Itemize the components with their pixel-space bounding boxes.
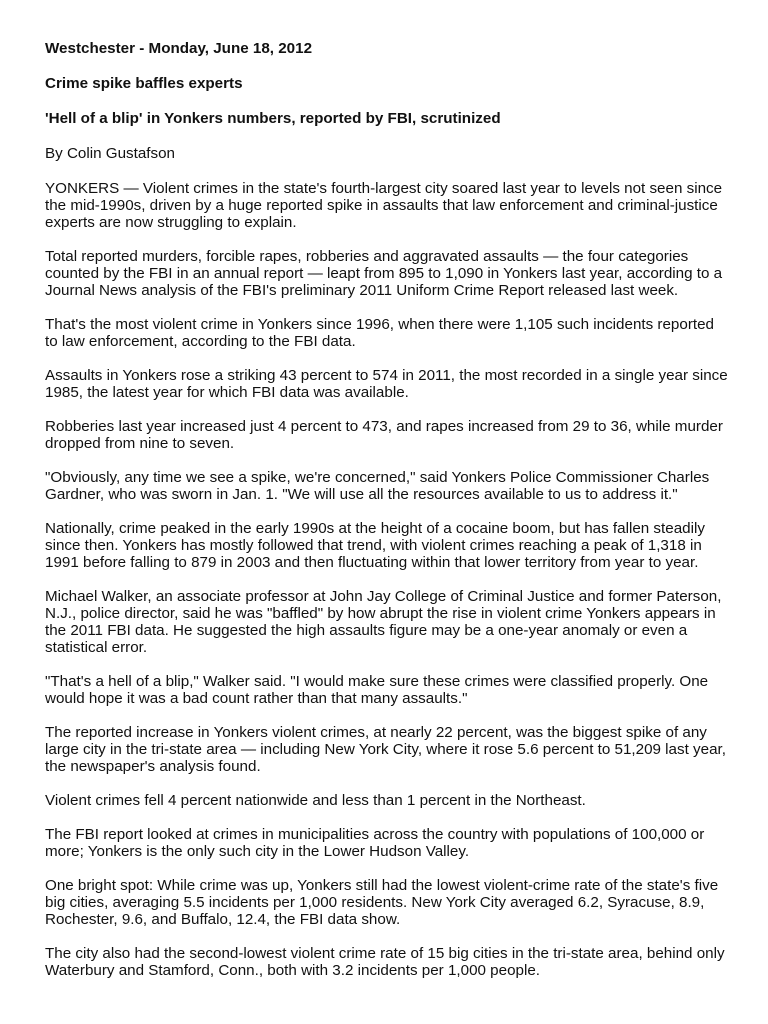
article-paragraph: Nationally, crime peaked in the early 1990s at the height of a cocaine boom, but has fallen steadily since then. Yonkers has mostly followed that trend, with violent crimes reaching a peak of 1,318 in 1991 before falling to 879 in 2003 and then fluctuating within that lower territory from year to year. — [45, 520, 705, 571]
article-paragraph: Michael Walker, an associate professor at John Jay College of Criminal Justice and former Paterson, N.J., police director, said he was "baffled" by how abrupt the rise in violent crime Yonkers appears in the 2011 FBI data. He suggested the high assaults figure may be a one-year anomaly or even a statistical error. — [45, 588, 722, 656]
article-paragraph: Total reported murders, forcible rapes, robberies and aggravated assaults — the four categories counted by the FBI in an annual report — leapt from 895 to 1,090 in Yonkers last year, according to a Journal News analysis of the FBI's preliminary 2011 Uniform Crime Report released last week. — [45, 248, 723, 299]
article-paragraph: "That's a hell of a blip," Walker said. "I would make sure these crimes were classified properly. One would hope it was a bad count rather than that many assaults." — [45, 673, 709, 707]
byline: By Colin Gustafson — [45, 145, 175, 162]
article-paragraph: One bright spot: While crime was up, Yonkers still had the lowest violent-crime rate of the state's five big cities, averaging 5.5 incidents per 1,000 residents. New York City averaged 6.2, Syracuse, 8.9, Rochester, 9.6, and Buffalo, 12.4, the FBI data show. — [45, 877, 719, 928]
article-paragraph: The city also had the second-lowest violent crime rate of 15 big cities in the tri-state area, behind only Waterbury and Stamford, Conn., both with 3.2 incidents per 1,000 people. — [45, 945, 725, 979]
article-paragraph: "Obviously, any time we see a spike, we're concerned," said Yonkers Police Commissioner Charles Gardner, who was sworn in Jan. 1. "We will use all the resources available to us to address it." — [45, 469, 710, 503]
article-paragraph: Assaults in Yonkers rose a striking 43 percent to 574 in 2011, the most recorded in a single year since 1985, the latest year for which FBI data was available. — [45, 367, 728, 401]
headline: Crime spike baffles experts — [45, 75, 243, 92]
dateline: Westchester - Monday, June 18, 2012 — [45, 40, 313, 57]
article-paragraph: Violent crimes fell 4 percent nationwide and less than 1 percent in the Northeast. — [45, 792, 586, 809]
article-paragraph: Robberies last year increased just 4 percent to 473, and rapes increased from 29 to 36, while murder dropped from nine to seven. — [45, 418, 723, 452]
article-paragraph: YONKERS — Violent crimes in the state's fourth-largest city soared last year to levels not seen since the mid-1990s, driven by a huge reported spike in assaults that law enforcement and criminal-justice experts are now struggling to explain. — [45, 180, 723, 231]
article-paragraph: The FBI report looked at crimes in municipalities across the country with populations of 100,000 or more; Yonkers is the only such city in the Lower Hudson Valley. — [45, 826, 705, 860]
article-paragraph: The reported increase in Yonkers violent crimes, at nearly 22 percent, was the biggest spike of any large city in the tri-state area — including New York City, where it rose 5.6 percent to 51,209 last year, the newspaper's analysis found. — [45, 724, 726, 775]
subheadline: 'Hell of a blip' in Yonkers numbers, reported by FBI, scrutinized — [45, 110, 501, 127]
article-paragraph: That's the most violent crime in Yonkers since 1996, when there were 1,105 such incidents reported to law enforcement, according to the FBI data. — [45, 316, 714, 350]
